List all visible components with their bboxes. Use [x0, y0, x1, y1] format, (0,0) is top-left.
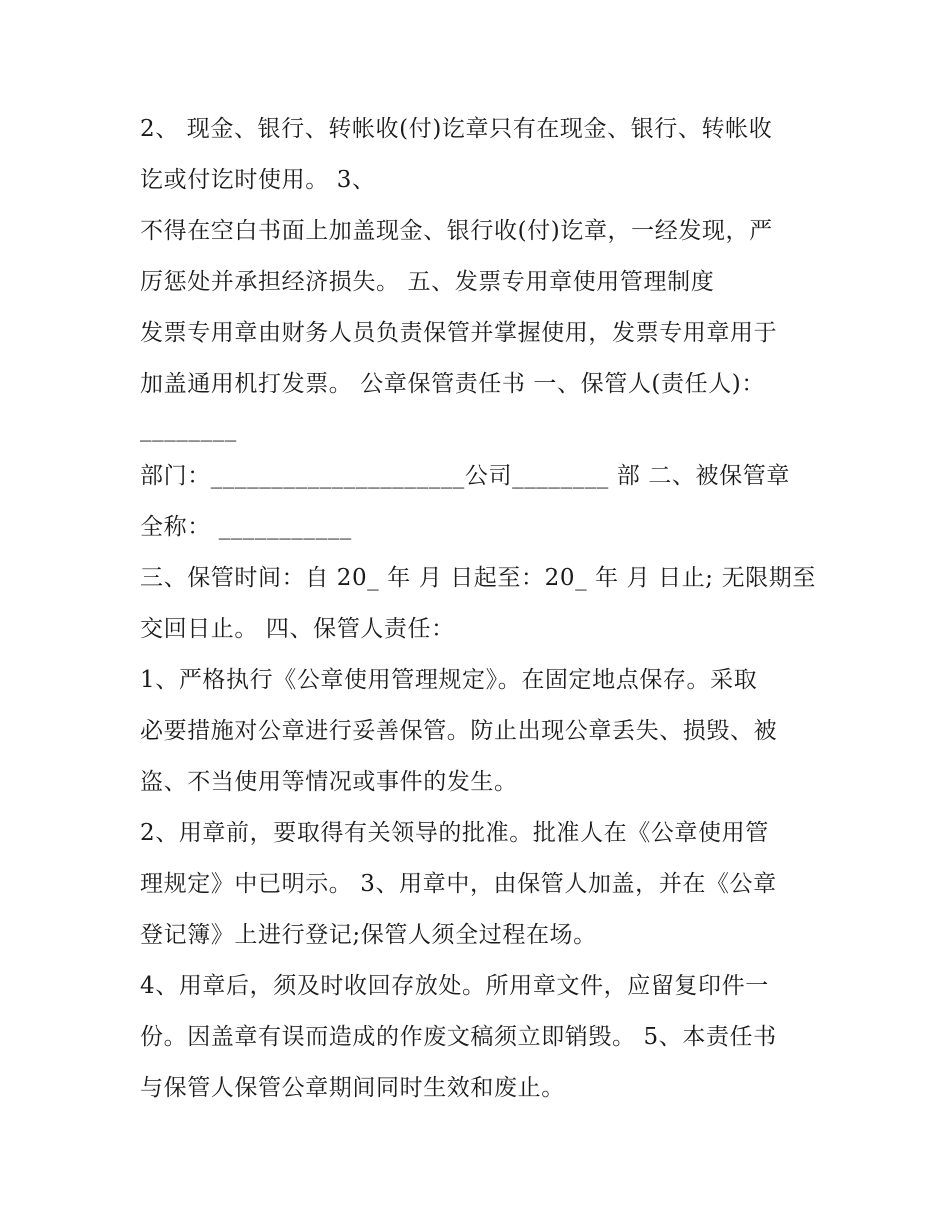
text-line: 发票专用章由财务人员负责保管并掌握使用，发票专用章用于	[140, 320, 778, 346]
text-line: 1、严格执行《公章使用管理规定》。在固定地点保存。采取	[140, 667, 758, 693]
text-line: 必要措施对公章进行妥善保管。防止出现公章丢失、损毁、被	[140, 718, 778, 744]
text-line: 全称： ___________	[140, 514, 352, 540]
text-line: 部门：_____________________公司________ 部 二、被保管章	[140, 463, 790, 489]
blank-underline: ________	[140, 416, 237, 442]
text-line: 4、用章后，须及时收回存放处。所用章文件，应留复印件一	[140, 973, 769, 999]
text-line: 份。因盖章有误而造成的作废文稿须立即销毁。 5、本责任书	[140, 1024, 777, 1050]
text-line: 理规定》中已明示。 3、用章中，由保管人加盖，并在《公章	[140, 871, 777, 897]
text-line: 与保管人保管公章期间同时生效和废止。	[140, 1075, 565, 1101]
text-line: 厉惩处并承担经济损失。 五、发票专用章使用管理制度	[140, 269, 715, 295]
text-line: 不得在空白书面上加盖现金、银行收(付)讫章，一经发现，严	[140, 218, 773, 244]
text-line: 三、保管时间：自 20_ 年 月 日起至：20_ 年 月 日止; 无限期至	[140, 565, 816, 591]
text-line: 2、 现金、银行、转帐收(付)讫章只有在现金、银行、转帐收	[140, 116, 773, 142]
text-line: 2、用章前，要取得有关领导的批准。批准人在《公章使用管	[140, 820, 769, 846]
text-line: 讫或付讫时使用。 3、	[140, 167, 376, 193]
text-line: 登记簿》上进行登记;保管人须全过程在场。	[140, 922, 597, 948]
text-line: 加盖通用机打发票。 公章保管责任书 一、保管人(责任人)：	[140, 371, 765, 397]
text-line: 盗、不当使用等情况或事件的发生。	[140, 769, 518, 795]
text-line: 交回日止。 四、保管人责任：	[140, 616, 455, 642]
